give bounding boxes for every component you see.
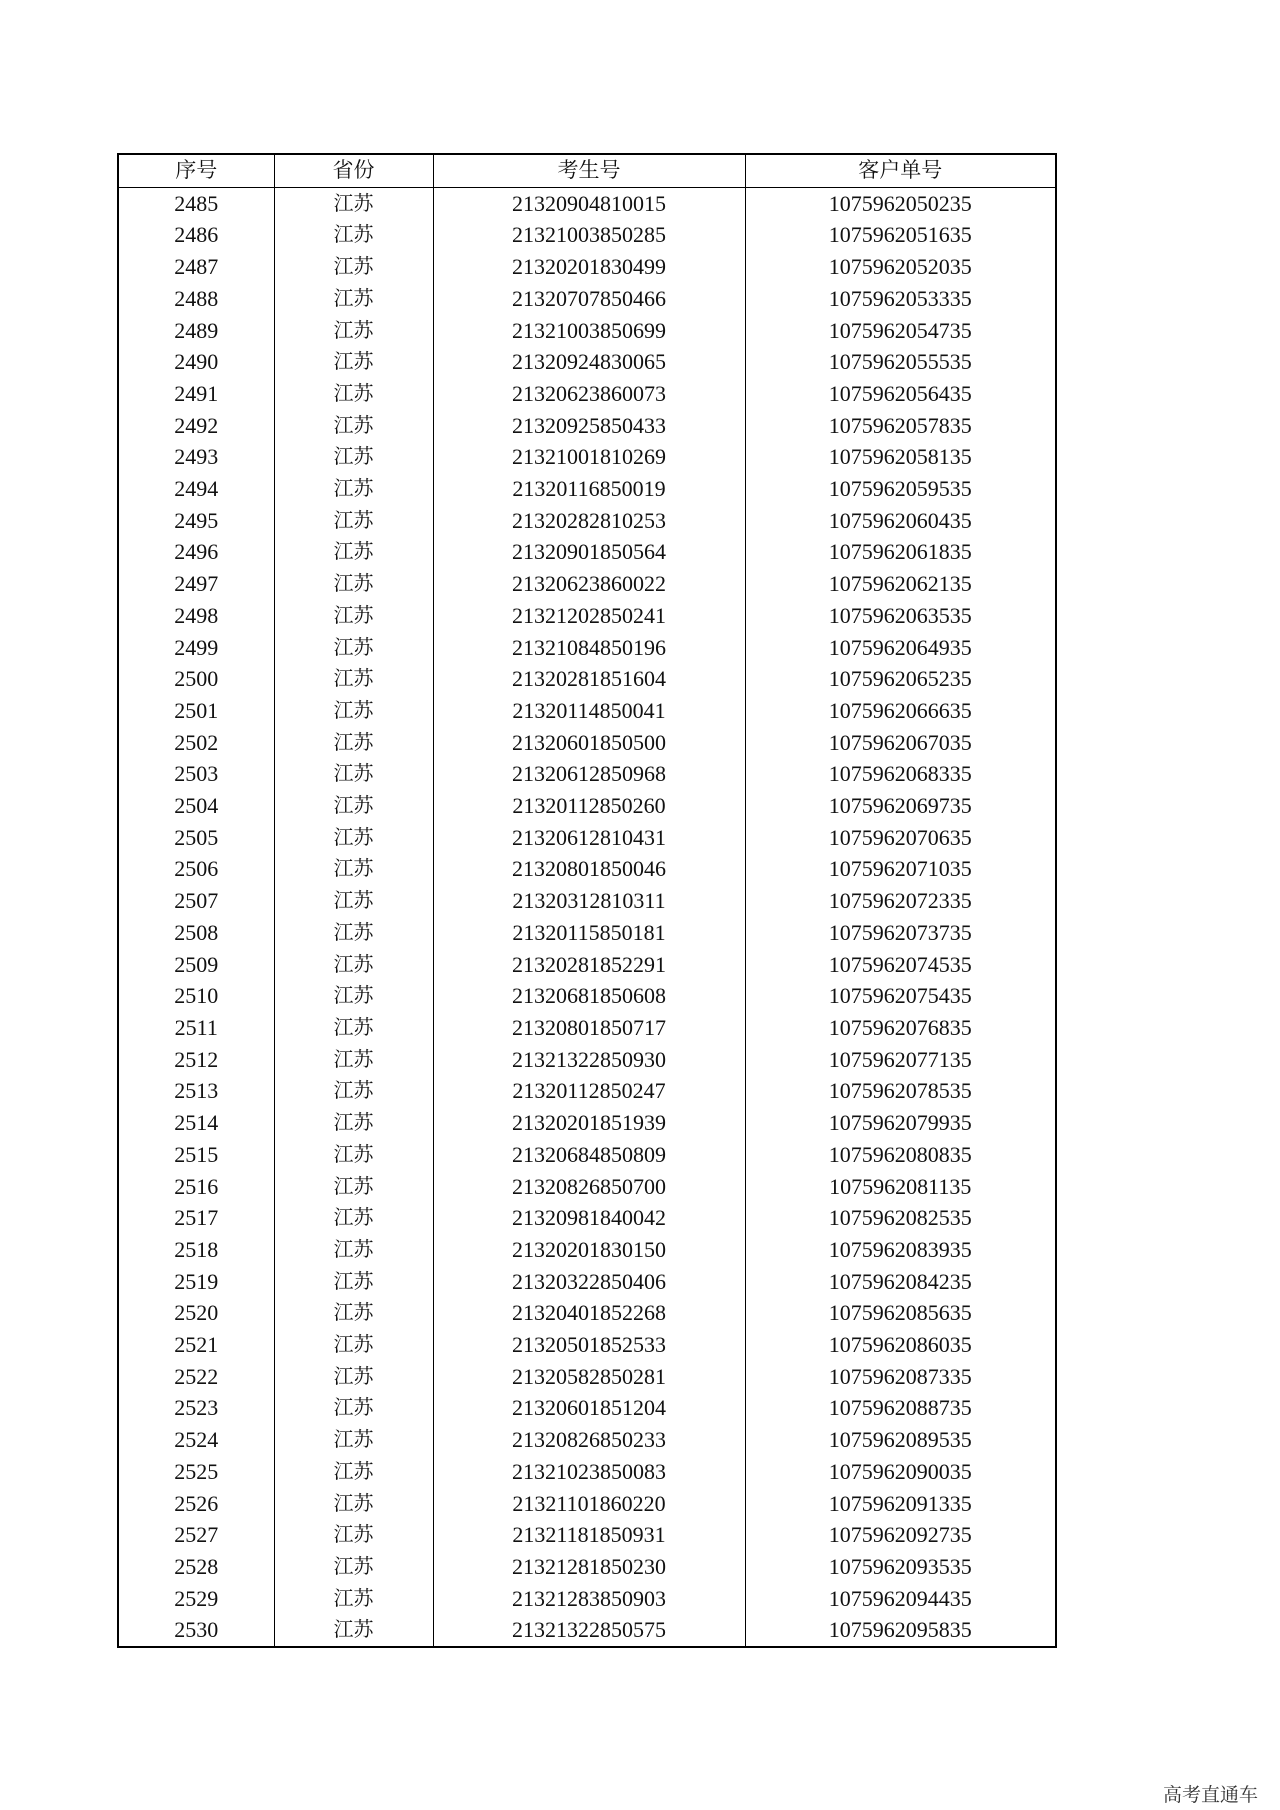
cell-province: 江苏 (274, 251, 433, 283)
cell-candidate-number: 21320501852533 (433, 1329, 745, 1361)
table-row (118, 410, 1056, 442)
table-row (118, 1361, 1056, 1393)
cell-serial-number: 2521 (118, 1329, 274, 1361)
cell-candidate-number: 21320201830499 (433, 251, 745, 283)
cell-province: 江苏 (274, 790, 433, 822)
cell-candidate-number: 21320681850608 (433, 980, 745, 1012)
cell-candidate-number: 21320801850717 (433, 1012, 745, 1044)
cell-customer-order-number: 1075962055535 (745, 346, 1056, 378)
cell-candidate-number: 21320401852268 (433, 1297, 745, 1329)
cell-customer-order-number: 1075962087335 (745, 1361, 1056, 1393)
table-row (118, 600, 1056, 632)
cell-serial-number: 2485 (118, 187, 274, 219)
cell-customer-order-number: 1075962083935 (745, 1234, 1056, 1266)
cell-province: 江苏 (274, 1171, 433, 1203)
cell-serial-number: 2503 (118, 758, 274, 790)
cell-candidate-number: 21320282810253 (433, 505, 745, 537)
table-row (118, 1202, 1056, 1234)
cell-customer-order-number: 1075962089535 (745, 1424, 1056, 1456)
table-header (118, 154, 1056, 187)
cell-candidate-number: 21321001810269 (433, 441, 745, 473)
cell-province: 江苏 (274, 505, 433, 537)
cell-serial-number: 2527 (118, 1519, 274, 1551)
table-row (118, 663, 1056, 695)
cell-serial-number: 2502 (118, 727, 274, 759)
table-row (118, 346, 1056, 378)
cell-customer-order-number: 1075962073735 (745, 917, 1056, 949)
cell-province: 江苏 (274, 1583, 433, 1615)
cell-candidate-number: 21320312810311 (433, 885, 745, 917)
cell-candidate-number: 21321181850931 (433, 1519, 745, 1551)
header-province: 省份 (274, 154, 433, 187)
cell-customer-order-number: 1075962072335 (745, 885, 1056, 917)
header-serial-number: 序号 (118, 154, 274, 187)
cell-candidate-number: 21321084850196 (433, 632, 745, 664)
cell-province: 江苏 (274, 283, 433, 315)
cell-candidate-number: 21320924830065 (433, 346, 745, 378)
cell-serial-number: 2499 (118, 632, 274, 664)
cell-serial-number: 2518 (118, 1234, 274, 1266)
table-row (118, 1392, 1056, 1424)
cell-candidate-number: 21320826850700 (433, 1171, 745, 1203)
cell-candidate-number: 21320623860073 (433, 378, 745, 410)
cell-customer-order-number: 1075962057835 (745, 410, 1056, 442)
cell-serial-number: 2529 (118, 1583, 274, 1615)
cell-customer-order-number: 1075962094435 (745, 1583, 1056, 1615)
cell-province: 江苏 (274, 1456, 433, 1488)
cell-serial-number: 2522 (118, 1361, 274, 1393)
table-row (118, 1456, 1056, 1488)
cell-serial-number: 2493 (118, 441, 274, 473)
cell-customer-order-number: 1075962067035 (745, 727, 1056, 759)
table-row (118, 632, 1056, 664)
cell-serial-number: 2509 (118, 949, 274, 981)
cell-province: 江苏 (274, 1519, 433, 1551)
cell-province: 江苏 (274, 187, 433, 219)
cell-province: 江苏 (274, 1234, 433, 1266)
cell-candidate-number: 21320612850968 (433, 758, 745, 790)
cell-customer-order-number: 1075962077135 (745, 1044, 1056, 1076)
cell-province: 江苏 (274, 1297, 433, 1329)
cell-candidate-number: 21321281850230 (433, 1551, 745, 1583)
cell-province: 江苏 (274, 917, 433, 949)
cell-province: 江苏 (274, 1392, 433, 1424)
cell-serial-number: 2523 (118, 1392, 274, 1424)
cell-customer-order-number: 1075962052035 (745, 251, 1056, 283)
table-row (118, 1297, 1056, 1329)
cell-province: 江苏 (274, 1075, 433, 1107)
table-row (118, 822, 1056, 854)
cell-serial-number: 2528 (118, 1551, 274, 1583)
cell-candidate-number: 21320582850281 (433, 1361, 745, 1393)
cell-serial-number: 2530 (118, 1614, 274, 1647)
table-row (118, 1012, 1056, 1044)
table-row (118, 536, 1056, 568)
cell-candidate-number: 21320281852291 (433, 949, 745, 981)
cell-candidate-number: 21320201851939 (433, 1107, 745, 1139)
cell-serial-number: 2526 (118, 1488, 274, 1520)
table-row (118, 1424, 1056, 1456)
header-row (118, 154, 1056, 187)
cell-serial-number: 2511 (118, 1012, 274, 1044)
header-customer-order-number: 客户单号 (745, 154, 1056, 187)
cell-customer-order-number: 1075962079935 (745, 1107, 1056, 1139)
cell-province: 江苏 (274, 695, 433, 727)
cell-candidate-number: 21320801850046 (433, 853, 745, 885)
cell-serial-number: 2517 (118, 1202, 274, 1234)
cell-serial-number: 2487 (118, 251, 274, 283)
cell-candidate-number: 21320981840042 (433, 1202, 745, 1234)
cell-customer-order-number: 1075962058135 (745, 441, 1056, 473)
cell-serial-number: 2491 (118, 378, 274, 410)
cell-province: 江苏 (274, 1424, 433, 1456)
table-row (118, 1075, 1056, 1107)
table-body (118, 187, 1056, 1647)
cell-province: 江苏 (274, 1139, 433, 1171)
cell-customer-order-number: 1075962063535 (745, 600, 1056, 632)
cell-serial-number: 2513 (118, 1075, 274, 1107)
cell-customer-order-number: 1075962062135 (745, 568, 1056, 600)
cell-serial-number: 2515 (118, 1139, 274, 1171)
table-row (118, 473, 1056, 505)
cell-customer-order-number: 1075962078535 (745, 1075, 1056, 1107)
table-row (118, 1234, 1056, 1266)
cell-province: 江苏 (274, 1266, 433, 1298)
cell-province: 江苏 (274, 600, 433, 632)
table-row (118, 441, 1056, 473)
cell-customer-order-number: 1075962060435 (745, 505, 1056, 537)
cell-province: 江苏 (274, 885, 433, 917)
cell-candidate-number: 21320112850260 (433, 790, 745, 822)
cell-serial-number: 2520 (118, 1297, 274, 1329)
cell-province: 江苏 (274, 1044, 433, 1076)
cell-province: 江苏 (274, 1551, 433, 1583)
cell-province: 江苏 (274, 727, 433, 759)
cell-province: 江苏 (274, 441, 433, 473)
cell-candidate-number: 21320612810431 (433, 822, 745, 854)
table-row (118, 315, 1056, 347)
cell-province: 江苏 (274, 536, 433, 568)
cell-customer-order-number: 1075962061835 (745, 536, 1056, 568)
cell-province: 江苏 (274, 663, 433, 695)
cell-serial-number: 2504 (118, 790, 274, 822)
cell-serial-number: 2505 (118, 822, 274, 854)
cell-candidate-number: 21320601850500 (433, 727, 745, 759)
cell-serial-number: 2501 (118, 695, 274, 727)
table-row (118, 568, 1056, 600)
cell-province: 江苏 (274, 822, 433, 854)
header-candidate-number: 考生号 (433, 154, 745, 187)
cell-customer-order-number: 1075962081135 (745, 1171, 1056, 1203)
cell-customer-order-number: 1075962075435 (745, 980, 1056, 1012)
cell-province: 江苏 (274, 219, 433, 251)
cell-customer-order-number: 1075962086035 (745, 1329, 1056, 1361)
cell-customer-order-number: 1075962092735 (745, 1519, 1056, 1551)
cell-province: 江苏 (274, 473, 433, 505)
cell-candidate-number: 21320201830150 (433, 1234, 745, 1266)
cell-candidate-number: 21320826850233 (433, 1424, 745, 1456)
table-row (118, 949, 1056, 981)
cell-serial-number: 2507 (118, 885, 274, 917)
cell-customer-order-number: 1075962095835 (745, 1614, 1056, 1647)
cell-candidate-number: 21320114850041 (433, 695, 745, 727)
cell-candidate-number: 21320707850466 (433, 283, 745, 315)
cell-candidate-number: 21321003850699 (433, 315, 745, 347)
cell-serial-number: 2496 (118, 536, 274, 568)
cell-customer-order-number: 1075962065235 (745, 663, 1056, 695)
cell-province: 江苏 (274, 568, 433, 600)
table-row (118, 505, 1056, 537)
cell-province: 江苏 (274, 1329, 433, 1361)
cell-candidate-number: 21321003850285 (433, 219, 745, 251)
cell-candidate-number: 21321101860220 (433, 1488, 745, 1520)
table-row (118, 980, 1056, 1012)
table-row (118, 251, 1056, 283)
cell-candidate-number: 21321283850903 (433, 1583, 745, 1615)
table-row (118, 1139, 1056, 1171)
data-table (117, 153, 1057, 1648)
watermark-text: 高考直通车 (1162, 1784, 1258, 1806)
cell-customer-order-number: 1075962088735 (745, 1392, 1056, 1424)
table-row (118, 1044, 1056, 1076)
table-row (118, 1614, 1056, 1647)
cell-province: 江苏 (274, 378, 433, 410)
cell-province: 江苏 (274, 853, 433, 885)
cell-candidate-number: 21320925850433 (433, 410, 745, 442)
cell-candidate-number: 21321322850930 (433, 1044, 745, 1076)
cell-customer-order-number: 1075962076835 (745, 1012, 1056, 1044)
cell-serial-number: 2524 (118, 1424, 274, 1456)
cell-province: 江苏 (274, 1488, 433, 1520)
cell-candidate-number: 21320601851204 (433, 1392, 745, 1424)
cell-customer-order-number: 1075962084235 (745, 1266, 1056, 1298)
cell-serial-number: 2486 (118, 219, 274, 251)
cell-candidate-number: 21320115850181 (433, 917, 745, 949)
table-row (118, 1107, 1056, 1139)
cell-customer-order-number: 1075962091335 (745, 1488, 1056, 1520)
table-row (118, 219, 1056, 251)
table-row (118, 1329, 1056, 1361)
cell-province: 江苏 (274, 1361, 433, 1393)
cell-serial-number: 2492 (118, 410, 274, 442)
table-row (118, 1583, 1056, 1615)
table-row (118, 1551, 1056, 1583)
cell-customer-order-number: 1075962050235 (745, 187, 1056, 219)
cell-customer-order-number: 1075962056435 (745, 378, 1056, 410)
cell-candidate-number: 21320623860022 (433, 568, 745, 600)
table-row (118, 885, 1056, 917)
table-row (118, 727, 1056, 759)
cell-customer-order-number: 1075962054735 (745, 315, 1056, 347)
cell-customer-order-number: 1075962093535 (745, 1551, 1056, 1583)
cell-province: 江苏 (274, 632, 433, 664)
cell-serial-number: 2525 (118, 1456, 274, 1488)
cell-customer-order-number: 1075962053335 (745, 283, 1056, 315)
cell-customer-order-number: 1075962074535 (745, 949, 1056, 981)
cell-candidate-number: 21321023850083 (433, 1456, 745, 1488)
cell-candidate-number: 21320684850809 (433, 1139, 745, 1171)
cell-customer-order-number: 1075962080835 (745, 1139, 1056, 1171)
cell-customer-order-number: 1075962059535 (745, 473, 1056, 505)
cell-serial-number: 2498 (118, 600, 274, 632)
cell-candidate-number: 21320322850406 (433, 1266, 745, 1298)
table-row (118, 1266, 1056, 1298)
cell-candidate-number: 21320904810015 (433, 187, 745, 219)
table-row (118, 853, 1056, 885)
cell-customer-order-number: 1075962069735 (745, 790, 1056, 822)
cell-candidate-number: 21320116850019 (433, 473, 745, 505)
cell-province: 江苏 (274, 346, 433, 378)
cell-customer-order-number: 1075962051635 (745, 219, 1056, 251)
table-row (118, 917, 1056, 949)
table-row (118, 1519, 1056, 1551)
cell-province: 江苏 (274, 1107, 433, 1139)
cell-serial-number: 2495 (118, 505, 274, 537)
table-row (118, 758, 1056, 790)
cell-candidate-number: 21320112850247 (433, 1075, 745, 1107)
cell-serial-number: 2514 (118, 1107, 274, 1139)
cell-serial-number: 2488 (118, 283, 274, 315)
cell-serial-number: 2510 (118, 980, 274, 1012)
cell-candidate-number: 21320901850564 (433, 536, 745, 568)
table-row (118, 695, 1056, 727)
table-row (118, 187, 1056, 219)
cell-customer-order-number: 1075962071035 (745, 853, 1056, 885)
cell-serial-number: 2506 (118, 853, 274, 885)
cell-customer-order-number: 1075962070635 (745, 822, 1056, 854)
cell-customer-order-number: 1075962068335 (745, 758, 1056, 790)
cell-serial-number: 2512 (118, 1044, 274, 1076)
cell-province: 江苏 (274, 980, 433, 1012)
cell-customer-order-number: 1075962066635 (745, 695, 1056, 727)
cell-candidate-number: 21321322850575 (433, 1614, 745, 1647)
cell-candidate-number: 21321202850241 (433, 600, 745, 632)
cell-province: 江苏 (274, 1614, 433, 1647)
cell-province: 江苏 (274, 758, 433, 790)
cell-candidate-number: 21320281851604 (433, 663, 745, 695)
cell-customer-order-number: 1075962090035 (745, 1456, 1056, 1488)
cell-serial-number: 2494 (118, 473, 274, 505)
table-row (118, 378, 1056, 410)
cell-serial-number: 2519 (118, 1266, 274, 1298)
cell-serial-number: 2516 (118, 1171, 274, 1203)
cell-serial-number: 2490 (118, 346, 274, 378)
cell-serial-number: 2497 (118, 568, 274, 600)
cell-province: 江苏 (274, 1012, 433, 1044)
cell-province: 江苏 (274, 410, 433, 442)
cell-serial-number: 2508 (118, 917, 274, 949)
cell-province: 江苏 (274, 315, 433, 347)
table-row (118, 283, 1056, 315)
cell-province: 江苏 (274, 949, 433, 981)
cell-serial-number: 2500 (118, 663, 274, 695)
cell-province: 江苏 (274, 1202, 433, 1234)
cell-customer-order-number: 1075962082535 (745, 1202, 1056, 1234)
cell-customer-order-number: 1075962064935 (745, 632, 1056, 664)
table-row (118, 1171, 1056, 1203)
table-row (118, 790, 1056, 822)
cell-serial-number: 2489 (118, 315, 274, 347)
table-row (118, 1488, 1056, 1520)
cell-customer-order-number: 1075962085635 (745, 1297, 1056, 1329)
